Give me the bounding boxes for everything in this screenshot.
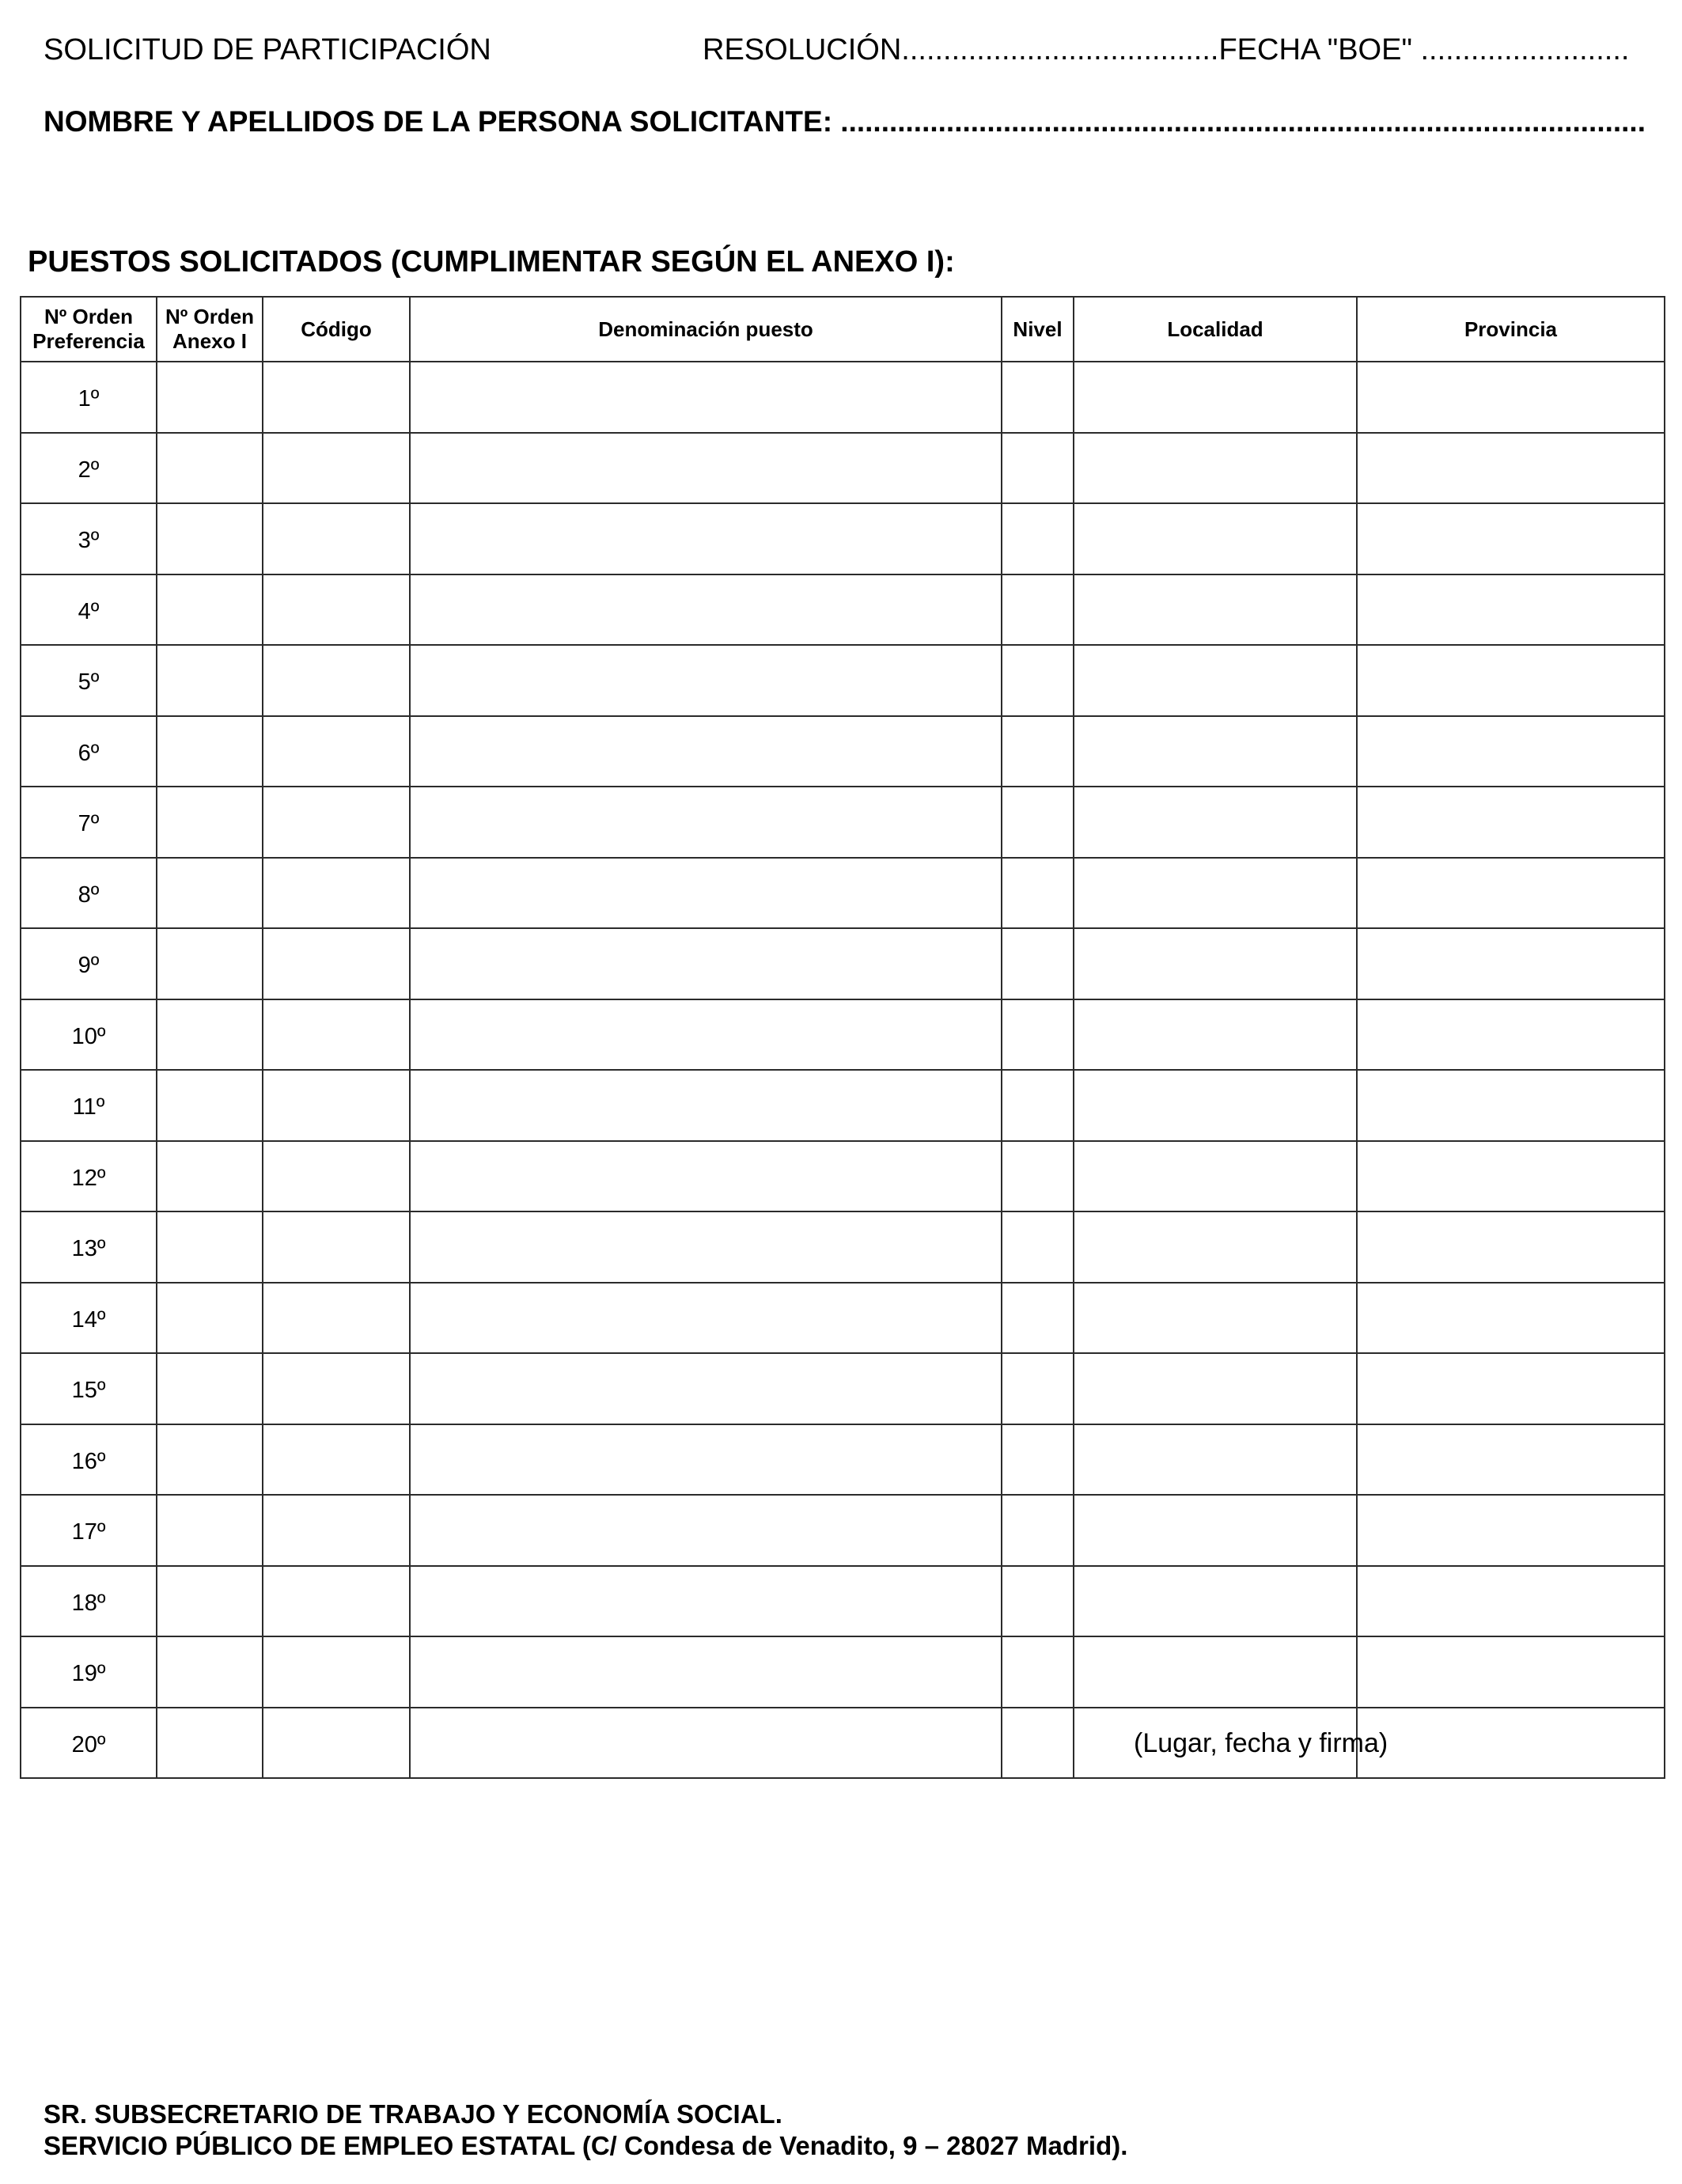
cell-level[interactable] bbox=[1002, 1495, 1074, 1566]
row-preference-number: 10º bbox=[21, 999, 157, 1071]
cell-code[interactable] bbox=[263, 1424, 410, 1496]
cell-province[interactable] bbox=[1357, 1566, 1665, 1637]
cell-position-name[interactable] bbox=[410, 433, 1002, 504]
cell-province[interactable] bbox=[1357, 362, 1665, 433]
cell-annex-order[interactable] bbox=[157, 858, 263, 929]
cell-locality[interactable] bbox=[1074, 1283, 1357, 1354]
cell-annex-order[interactable] bbox=[157, 1708, 263, 1779]
cell-code[interactable] bbox=[263, 1070, 410, 1141]
row-preference-number: 19º bbox=[21, 1636, 157, 1708]
row-preference-number: 2º bbox=[21, 433, 157, 504]
cell-code[interactable] bbox=[263, 999, 410, 1071]
table-row bbox=[21, 1141, 1665, 1212]
cell-code[interactable] bbox=[263, 574, 410, 646]
cell-level[interactable] bbox=[1002, 858, 1074, 929]
cell-annex-order[interactable] bbox=[157, 1211, 263, 1283]
cell-level[interactable] bbox=[1002, 1141, 1074, 1212]
cell-position-name[interactable] bbox=[410, 1353, 1002, 1424]
cell-locality[interactable] bbox=[1074, 858, 1357, 929]
cell-position-name[interactable] bbox=[410, 1141, 1002, 1212]
cell-code[interactable] bbox=[263, 858, 410, 929]
cell-code[interactable] bbox=[263, 1283, 410, 1354]
table-row bbox=[21, 1353, 1665, 1424]
cell-level[interactable] bbox=[1002, 1283, 1074, 1354]
table-row bbox=[21, 1424, 1665, 1496]
cell-level[interactable] bbox=[1002, 1353, 1074, 1424]
cell-locality[interactable] bbox=[1074, 1566, 1357, 1637]
cell-annex-order[interactable] bbox=[157, 645, 263, 716]
cell-position-name[interactable] bbox=[410, 1566, 1002, 1637]
row-preference-number: 18º bbox=[21, 1566, 157, 1637]
table-header-row bbox=[21, 297, 1665, 362]
cell-position-name[interactable] bbox=[410, 645, 1002, 716]
cell-level[interactable] bbox=[1002, 574, 1074, 646]
table-row bbox=[21, 645, 1665, 716]
cell-position-name[interactable] bbox=[410, 1424, 1002, 1496]
cell-level[interactable] bbox=[1002, 503, 1074, 574]
column-header-line: Nº Orden bbox=[165, 305, 255, 328]
cell-annex-order[interactable] bbox=[157, 1495, 263, 1566]
cell-level[interactable] bbox=[1002, 1211, 1074, 1283]
cell-code[interactable] bbox=[263, 1353, 410, 1424]
row-preference-number: 4º bbox=[21, 574, 157, 646]
row-preference-number: 13º bbox=[21, 1211, 157, 1283]
cell-province[interactable] bbox=[1357, 1495, 1665, 1566]
table-row bbox=[21, 1636, 1665, 1708]
cell-province[interactable] bbox=[1357, 574, 1665, 646]
cell-annex-order[interactable] bbox=[157, 503, 263, 574]
row-preference-number: 9º bbox=[21, 928, 157, 999]
resolution-boe-line: RESOLUCIÓN......................................FECHA "BOE" ......................... bbox=[703, 33, 1630, 66]
cell-level[interactable] bbox=[1002, 787, 1074, 858]
cell-level[interactable] bbox=[1002, 1708, 1074, 1779]
cell-level[interactable] bbox=[1002, 1070, 1074, 1141]
cell-province[interactable] bbox=[1357, 787, 1665, 858]
cell-province[interactable] bbox=[1357, 1636, 1665, 1708]
cell-code[interactable] bbox=[263, 1708, 410, 1779]
column-header-line: Código bbox=[301, 317, 372, 341]
cell-annex-order[interactable] bbox=[157, 1141, 263, 1212]
row-preference-number: 5º bbox=[21, 645, 157, 716]
cell-province[interactable] bbox=[1357, 1353, 1665, 1424]
column-header-preference-order bbox=[21, 297, 157, 362]
signature-label: (Lugar, fecha y firma) bbox=[1134, 1728, 1388, 1758]
column-header-line: Nº Orden bbox=[44, 305, 134, 328]
cell-code[interactable] bbox=[263, 1141, 410, 1212]
column-header-line: Localidad bbox=[1167, 317, 1263, 341]
cell-position-name[interactable] bbox=[410, 928, 1002, 999]
cell-province[interactable] bbox=[1357, 433, 1665, 504]
cell-province[interactable] bbox=[1357, 503, 1665, 574]
row-preference-number: 3º bbox=[21, 503, 157, 574]
cell-locality[interactable] bbox=[1074, 716, 1357, 787]
cell-annex-order[interactable] bbox=[157, 999, 263, 1071]
cell-locality[interactable] bbox=[1074, 1070, 1357, 1141]
cell-locality[interactable] bbox=[1074, 1495, 1357, 1566]
cell-annex-order[interactable] bbox=[157, 1283, 263, 1354]
column-header-locality bbox=[1074, 297, 1357, 362]
cell-level[interactable] bbox=[1002, 928, 1074, 999]
cell-level[interactable] bbox=[1002, 1424, 1074, 1496]
table-row bbox=[21, 787, 1665, 858]
cell-province[interactable] bbox=[1357, 928, 1665, 999]
cell-annex-order[interactable] bbox=[157, 574, 263, 646]
cell-code[interactable] bbox=[263, 433, 410, 504]
cell-level[interactable] bbox=[1002, 1636, 1074, 1708]
cell-annex-order[interactable] bbox=[157, 716, 263, 787]
cell-code[interactable] bbox=[263, 645, 410, 716]
cell-code[interactable] bbox=[263, 928, 410, 999]
row-preference-number: 11º bbox=[21, 1070, 157, 1141]
addressee: SR. SUBSECRETARIO DE TRABAJO Y ECONOMÍA SOCIAL. bbox=[44, 2099, 782, 2129]
cell-code[interactable] bbox=[263, 787, 410, 858]
column-header-line: Provincia bbox=[1464, 317, 1558, 341]
table-row bbox=[21, 928, 1665, 999]
cell-locality[interactable] bbox=[1074, 645, 1357, 716]
cell-annex-order[interactable] bbox=[157, 1424, 263, 1496]
column-header-position-name bbox=[410, 297, 1002, 362]
cell-position-name[interactable] bbox=[410, 362, 1002, 433]
row-preference-number: 17º bbox=[21, 1495, 157, 1566]
table-row bbox=[21, 1070, 1665, 1141]
form-title: SOLICITUD DE PARTICIPACIÓN bbox=[44, 33, 491, 66]
cell-locality[interactable] bbox=[1074, 999, 1357, 1071]
cell-position-name[interactable] bbox=[410, 999, 1002, 1071]
table-row bbox=[21, 1708, 1665, 1779]
cell-position-name[interactable] bbox=[410, 716, 1002, 787]
cell-code[interactable] bbox=[263, 716, 410, 787]
cell-province[interactable] bbox=[1357, 1070, 1665, 1141]
cell-province[interactable] bbox=[1357, 1211, 1665, 1283]
column-header-annex-order bbox=[157, 297, 263, 362]
cell-level[interactable] bbox=[1002, 433, 1074, 504]
table-row bbox=[21, 503, 1665, 574]
column-header-line: Preferencia bbox=[32, 329, 145, 353]
table-row bbox=[21, 433, 1665, 504]
cell-province[interactable] bbox=[1357, 1424, 1665, 1496]
cell-annex-order[interactable] bbox=[157, 1070, 263, 1141]
column-header-code bbox=[263, 297, 410, 362]
cell-code[interactable] bbox=[263, 1566, 410, 1637]
cell-locality[interactable] bbox=[1074, 1636, 1357, 1708]
cell-locality[interactable] bbox=[1074, 1353, 1357, 1424]
cell-annex-order[interactable] bbox=[157, 928, 263, 999]
cell-position-name[interactable] bbox=[410, 503, 1002, 574]
cell-position-name[interactable] bbox=[410, 1636, 1002, 1708]
table-row bbox=[21, 1495, 1665, 1566]
cell-locality[interactable] bbox=[1074, 433, 1357, 504]
cell-position-name[interactable] bbox=[410, 1211, 1002, 1283]
cell-locality[interactable] bbox=[1074, 1424, 1357, 1496]
cell-code[interactable] bbox=[263, 1495, 410, 1566]
cell-locality[interactable] bbox=[1074, 503, 1357, 574]
cell-province[interactable] bbox=[1357, 1283, 1665, 1354]
addressee-address: SERVICIO PÚBLICO DE EMPLEO ESTATAL (C/ Condesa de Venadito, 9 – 28027 Madrid). bbox=[44, 2131, 1128, 2160]
row-preference-number: 8º bbox=[21, 858, 157, 929]
cell-province[interactable] bbox=[1357, 716, 1665, 787]
cell-level[interactable] bbox=[1002, 362, 1074, 433]
row-preference-number: 1º bbox=[21, 362, 157, 433]
column-header-province bbox=[1357, 297, 1665, 362]
cell-annex-order[interactable] bbox=[157, 1353, 263, 1424]
table-row bbox=[21, 1283, 1665, 1354]
table-row bbox=[21, 1566, 1665, 1637]
cell-code[interactable] bbox=[263, 1636, 410, 1708]
cell-level[interactable] bbox=[1002, 716, 1074, 787]
section-title: PUESTOS SOLICITADOS (CUMPLIMENTAR SEGÚN EL ANEXO I): bbox=[28, 245, 955, 279]
cell-locality[interactable] bbox=[1074, 1141, 1357, 1212]
column-header-line: Denominación puesto bbox=[598, 317, 813, 341]
cell-code[interactable] bbox=[263, 362, 410, 433]
cell-province[interactable] bbox=[1357, 1708, 1665, 1779]
row-preference-number: 7º bbox=[21, 787, 157, 858]
cell-annex-order[interactable] bbox=[157, 787, 263, 858]
cell-locality[interactable] bbox=[1074, 928, 1357, 999]
cell-province[interactable] bbox=[1357, 1141, 1665, 1212]
cell-annex-order[interactable] bbox=[157, 362, 263, 433]
table-row bbox=[21, 858, 1665, 929]
cell-position-name[interactable] bbox=[410, 574, 1002, 646]
table-row bbox=[21, 362, 1665, 433]
row-preference-number: 6º bbox=[21, 716, 157, 787]
cell-province[interactable] bbox=[1357, 858, 1665, 929]
cell-position-name[interactable] bbox=[410, 1070, 1002, 1141]
cell-position-name[interactable] bbox=[410, 787, 1002, 858]
table-row bbox=[21, 999, 1665, 1071]
table-row bbox=[21, 574, 1665, 646]
cell-annex-order[interactable] bbox=[157, 433, 263, 504]
cell-level[interactable] bbox=[1002, 999, 1074, 1071]
cell-level[interactable] bbox=[1002, 1566, 1074, 1637]
cell-locality[interactable] bbox=[1074, 574, 1357, 646]
row-preference-number: 15º bbox=[21, 1353, 157, 1424]
row-preference-number: 16º bbox=[21, 1424, 157, 1496]
row-preference-number: 12º bbox=[21, 1141, 157, 1212]
cell-code[interactable] bbox=[263, 503, 410, 574]
applicant-name-line: NOMBRE Y APELLIDOS DE LA PERSONA SOLICITANTE: ................................................................................................... bbox=[44, 105, 1646, 138]
table-row bbox=[21, 716, 1665, 787]
cell-position-name[interactable] bbox=[410, 1283, 1002, 1354]
cell-locality[interactable] bbox=[1074, 1211, 1357, 1283]
cell-locality[interactable] bbox=[1074, 787, 1357, 858]
column-header-level bbox=[1002, 297, 1074, 362]
cell-code[interactable] bbox=[263, 1211, 410, 1283]
row-preference-number: 20º bbox=[21, 1708, 157, 1779]
cell-locality[interactable] bbox=[1074, 362, 1357, 433]
cell-province[interactable] bbox=[1357, 645, 1665, 716]
cell-level[interactable] bbox=[1002, 645, 1074, 716]
cell-annex-order[interactable] bbox=[157, 1636, 263, 1708]
cell-position-name[interactable] bbox=[410, 858, 1002, 929]
cell-annex-order[interactable] bbox=[157, 1566, 263, 1637]
cell-province[interactable] bbox=[1357, 999, 1665, 1071]
row-preference-number: 14º bbox=[21, 1283, 157, 1354]
requested-positions-table bbox=[20, 296, 1665, 1779]
cell-position-name[interactable] bbox=[410, 1495, 1002, 1566]
table-row bbox=[21, 1211, 1665, 1283]
cell-position-name[interactable] bbox=[410, 1708, 1002, 1779]
column-header-line: Nivel bbox=[1013, 317, 1063, 341]
column-header-line: Anexo I bbox=[172, 329, 247, 353]
